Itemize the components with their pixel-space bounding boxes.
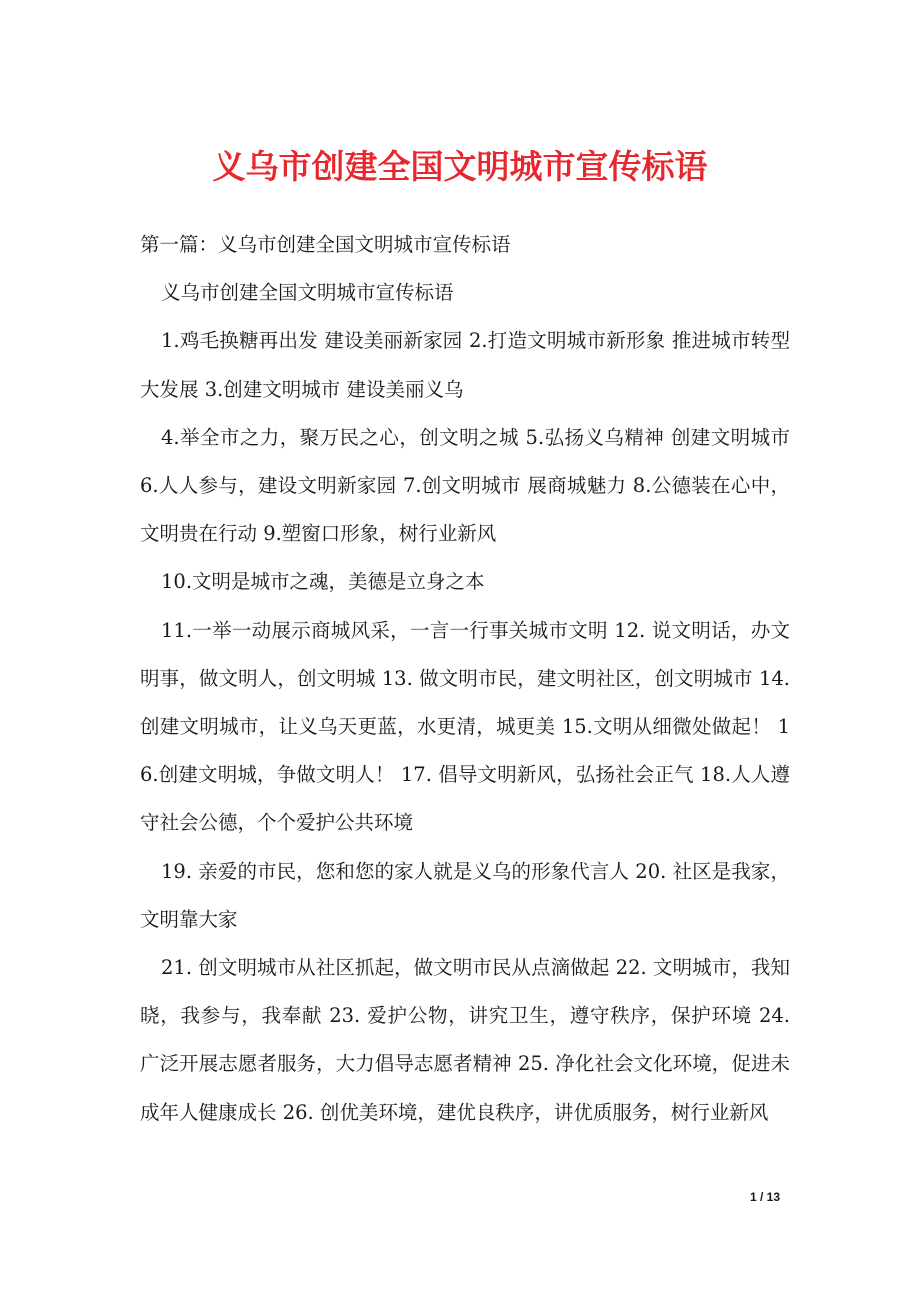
paragraph: 4.举全市之力，聚万民之心，创文明之城 5.弘扬义乌精神 创建文明城市 6.人人参与，建设文明新家园 7.创文明城市 展商城魅力 8.公德装在心中，文明贵在行动 9.塑窗口形象，树行业新风 bbox=[140, 425, 790, 546]
paragraph: 1.鸡毛换糖再出发 建设美丽新家园 2.打造文明城市新形象 推进城市转型大发展 3.创建文明城市 建设美丽义乌 bbox=[140, 329, 790, 401]
paragraph: 10.文明是城市之魂，美德是立身之本 bbox=[161, 570, 485, 594]
document-title: 义乌市创建全国文明城市宣传标语 bbox=[212, 147, 708, 186]
paragraph: 义乌市创建全国文明城市宣传标语 bbox=[161, 281, 454, 305]
paragraph: 21. 创文明城市从社区抓起，做文明市民从点滴做起 22. 文明城市，我知晓，我参与，我奉献 23. 爱护公物，讲究卫生，遵守秩序，保护环境 24. 广泛开展志愿者服务，大力倡导志愿者精神 25. 净化社会文化环境，促进未成年人健康成长 26. 创优美环境，建优良秩序，讲优质服务，树行业新风 bbox=[140, 956, 790, 1124]
document-body bbox=[140, 221, 790, 1137]
paragraph: 19. 亲爱的市民，您和您的家人就是义乌的形象代言人 20. 社区是我家，文明靠大家 bbox=[140, 859, 790, 931]
page-number: 1 / 13 bbox=[749, 1190, 780, 1204]
section-heading: 第一篇：义乌市创建全国文明城市宣传标语 bbox=[140, 233, 511, 256]
paragraph: 11.一举一动展示商城风采，一言一行事关城市文明 12. 说文明话，办文明事，做文明人，创文明城 13. 做文明市民，建文明社区，创文明城市 14. 创建文明城市，让义乌天更蓝，水更清，城更美 15.文明从细微处做起！ 16.创建文明城，争做文明人！ 17. 倡导文明新风，弘扬社会正气 18.人人遵守社会公德，个个爱护公共环境 bbox=[140, 618, 790, 835]
